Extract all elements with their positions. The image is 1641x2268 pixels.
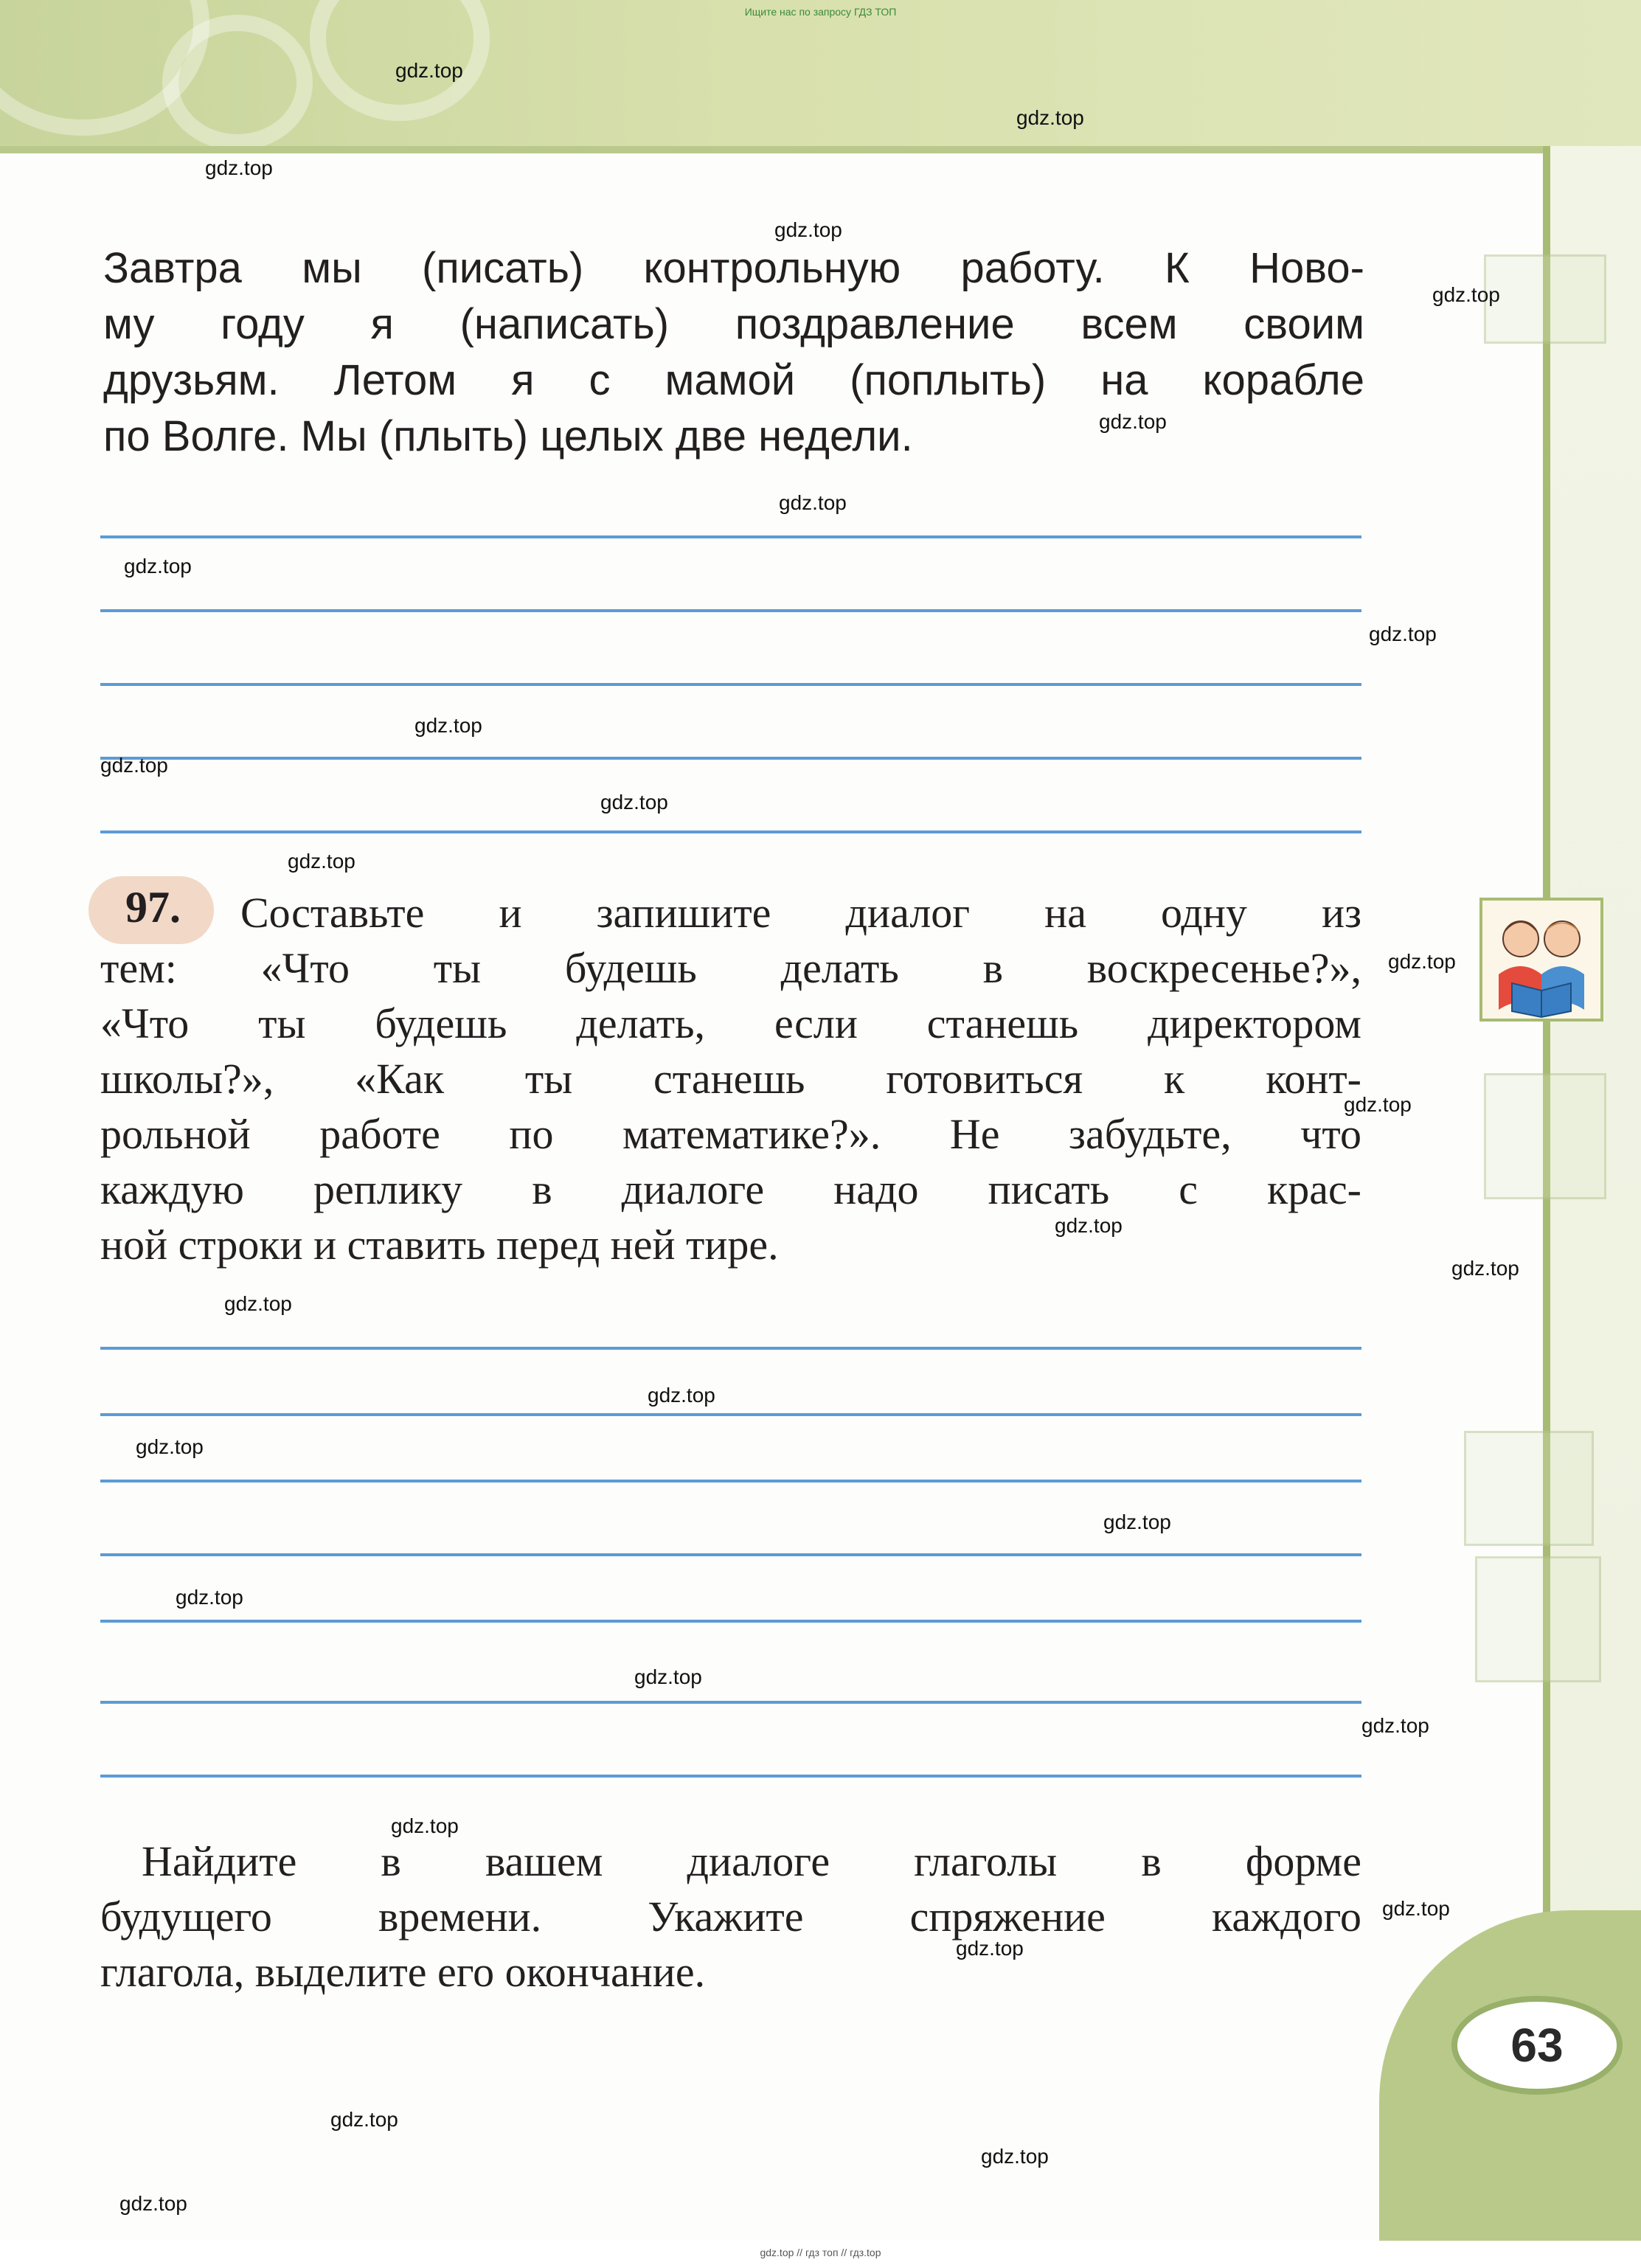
text-line: тем: «Что ты будешь делать в воскресенье?», bbox=[100, 944, 1361, 992]
watermark: gdz.top bbox=[1451, 1257, 1519, 1280]
watermark: gdz.top bbox=[288, 850, 355, 873]
text-line: каждую реплику в диалоге надо писать с крас- bbox=[100, 1165, 1361, 1213]
faded-icon bbox=[1475, 1556, 1601, 1682]
writing-line[interactable] bbox=[100, 683, 1361, 686]
watermark: gdz.top bbox=[1369, 623, 1437, 645]
watermark: gdz.top bbox=[176, 1586, 243, 1609]
watermark: gdz.top bbox=[224, 1292, 292, 1315]
footer-note: gdz.top // гдз топ // гдз.top bbox=[760, 2247, 881, 2258]
watermark: gdz.top bbox=[1432, 283, 1500, 306]
writing-line[interactable] bbox=[100, 830, 1361, 833]
text-line: Найдите в вашем диалоге глаголы в форме bbox=[142, 1837, 1361, 1885]
faded-icon bbox=[1464, 1431, 1594, 1546]
watermark: gdz.top bbox=[1344, 1093, 1412, 1116]
watermark: gdz.top bbox=[634, 1665, 702, 1688]
faded-icon bbox=[1484, 254, 1606, 344]
text-line: рольной работе по математике?». Не забудьте, что bbox=[100, 1110, 1361, 1158]
watermark: gdz.top bbox=[119, 2192, 187, 2215]
watermark: gdz.top bbox=[1103, 1511, 1171, 1533]
writing-line[interactable] bbox=[100, 1620, 1361, 1623]
watermark: gdz.top bbox=[136, 1435, 204, 1458]
text-line: школы?», «Как ты станешь готовиться к конт- bbox=[100, 1055, 1361, 1103]
writing-line[interactable] bbox=[100, 757, 1361, 760]
watermark: gdz.top bbox=[330, 2108, 398, 2131]
text-line: Завтра мы (писать) контрольную работу. К Ново- bbox=[103, 244, 1364, 292]
watermark: gdz.top bbox=[1099, 410, 1167, 433]
exercise-97-text bbox=[100, 885, 1361, 1272]
text-line: ной строки и ставить перед ней тире. bbox=[100, 1221, 779, 1269]
watermark: gdz.top bbox=[414, 714, 482, 737]
writing-line[interactable] bbox=[100, 1480, 1361, 1482]
header-note: Ищите нас по запросу ГДЗ ТОП bbox=[744, 6, 897, 18]
watermark: gdz.top bbox=[600, 791, 668, 814]
header-band bbox=[0, 0, 1641, 146]
paragraph-future-tense bbox=[103, 240, 1364, 465]
task-text bbox=[100, 1834, 1361, 2000]
page-number-oval bbox=[1451, 1996, 1623, 2095]
text-line: глагола, выделите его окончание. bbox=[100, 1948, 706, 1996]
reading-children-icon bbox=[1479, 898, 1603, 1022]
watermark: gdz.top bbox=[774, 218, 842, 241]
page-number: 63 bbox=[1510, 2019, 1564, 2072]
text-line: друзьям. Летом я с мамой (поплыть) на корабле bbox=[103, 356, 1364, 404]
watermark: gdz.top bbox=[1382, 1897, 1450, 1920]
writing-line[interactable] bbox=[100, 535, 1361, 538]
writing-line[interactable] bbox=[100, 1347, 1361, 1350]
watermark: gdz.top bbox=[395, 59, 463, 82]
watermark: gdz.top bbox=[391, 1814, 459, 1837]
text-line: по Волге. Мы (плыть) целых две недели. bbox=[103, 412, 913, 460]
watermark: gdz.top bbox=[1016, 106, 1084, 129]
writing-line[interactable] bbox=[100, 609, 1361, 612]
watermark: gdz.top bbox=[124, 555, 192, 578]
writing-line[interactable] bbox=[100, 1553, 1361, 1556]
watermark: gdz.top bbox=[205, 156, 273, 179]
writing-line[interactable] bbox=[100, 1701, 1361, 1704]
header-rule bbox=[0, 146, 1641, 153]
text-line: «Что ты будешь делать, если станешь директором bbox=[100, 999, 1361, 1047]
text-line: Составьте и запишите диалог на одну из bbox=[240, 889, 1361, 937]
decor-swirl bbox=[162, 15, 313, 150]
watermark: gdz.top bbox=[1055, 1214, 1123, 1237]
exercise-number: 97. bbox=[125, 883, 181, 932]
watermark: gdz.top bbox=[100, 754, 168, 777]
watermark: gdz.top bbox=[779, 491, 847, 514]
writing-line[interactable] bbox=[100, 1413, 1361, 1416]
writing-line[interactable] bbox=[100, 1775, 1361, 1778]
faded-icon bbox=[1484, 1073, 1606, 1199]
watermark: gdz.top bbox=[648, 1384, 715, 1407]
watermark: gdz.top bbox=[1361, 1714, 1429, 1737]
text-line: будущего времени. Укажите спряжение каждого bbox=[100, 1893, 1361, 1941]
watermark: gdz.top bbox=[956, 1937, 1024, 1960]
text-line: му году я (написать) поздравление всем своим bbox=[103, 300, 1364, 348]
watermark: gdz.top bbox=[1388, 950, 1456, 973]
watermark: gdz.top bbox=[981, 2145, 1049, 2168]
